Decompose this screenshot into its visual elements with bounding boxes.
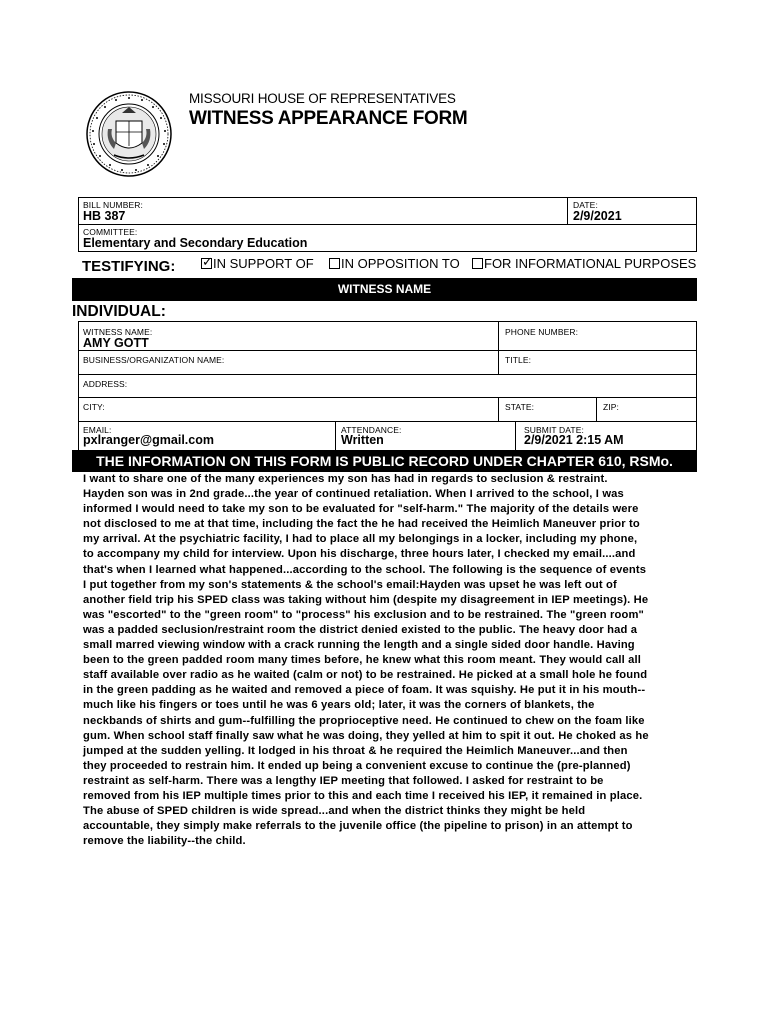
bill-row — [78, 197, 697, 225]
statement-line: they proceeded to restrain him. It ended up being a convenient excuse to continue the (pre-planned) — [83, 759, 631, 772]
zip-label: ZIP: — [603, 402, 619, 412]
state-label: STATE: — [505, 402, 535, 412]
opposition-option-label: IN OPPOSITION TO — [341, 256, 460, 271]
support-checkbox[interactable] — [201, 254, 213, 269]
statement-line: not disclosed to me at that time, including the fact the he had received the Heimlich Maneuver prior to — [83, 518, 640, 531]
witness-statement — [83, 472, 693, 849]
statement-line: in the green padding as he waited and removed a piece of foam. It was squishy. He put it in his mouth-- — [83, 684, 646, 697]
support-option-label: IN SUPPORT OF — [213, 256, 314, 271]
statement-line: was "escorted" to the "green room" to "process" his exclusion and to be restrained. The "green room" — [83, 608, 644, 621]
city-label: CITY: — [83, 402, 105, 412]
organization-name: MISSOURI HOUSE OF REPRESENTATIVES — [189, 91, 456, 106]
statement-line: that's when I learned what happened...according to the school. The following is the sequence of events — [83, 563, 647, 576]
statement-line: removed from his IEP multiple times prior to this and each time I received his IEP, it remained in place. — [83, 789, 643, 802]
date-label: DATE: — [573, 200, 598, 210]
committee-row — [78, 224, 697, 252]
witness-name-value: AMY GOTT — [83, 336, 149, 350]
statement-line: staff available over radio as he waited (calm or not) to be restrained. He picked at a small hole he found — [83, 669, 648, 682]
statement-line: remove the liability--the child. — [83, 835, 246, 848]
statement-line: I put together from my son's statements & the school's email:Hayden was upset he was left out of — [83, 578, 617, 591]
state-seal-logo — [86, 91, 172, 177]
statement-line: restraint as self-harm. There was a lengthy IEP meeting that followed. I asked for restraint to be — [83, 774, 604, 787]
form-title: WITNESS APPEARANCE FORM — [189, 108, 468, 129]
submit-date-value: 2/9/2021 2:15 AM — [524, 433, 624, 447]
business-name-label: BUSINESS/ORGANIZATION NAME: — [83, 355, 225, 365]
email-value: pxlranger@gmail.com — [83, 433, 214, 447]
phone-number-label: PHONE NUMBER: — [505, 327, 579, 337]
statement-line: was a padded seclusion/restraint room the district denied existed to the public. The heavy door had a — [83, 623, 638, 636]
statement-line: informed I would need to take my son to be evaluated for "self-harm." The majority of the details were — [83, 503, 639, 516]
statement-line: I want to share one of the many experiences my son has had in regards to seclusion & restraint. — [83, 473, 608, 485]
committee-value: Elementary and Secondary Education — [83, 236, 308, 250]
statement-line: neckbands of shirts and gum--fulfilling the proprioceptive need. He continued to chew on the foam like — [83, 714, 645, 727]
statement-line: The abuse of SPED children is wide spread...and when the district thinks they might be held — [83, 805, 586, 818]
email-label: EMAIL: — [83, 425, 112, 435]
checkmark-icon: ✓ — [202, 254, 213, 269]
statement-line: Hayden son was in 2nd grade...the year of continued retaliation. When I arrived to the school, I was — [83, 488, 624, 501]
statement-line: my arrival. At the psychiatric facility, I had to place all my belongings in a locker, including my phone, — [83, 533, 638, 546]
statement-line: another field trip his SPED class was taking without him (despite my disagreement in IEP meetings). He — [83, 593, 649, 606]
witness-name-label: WITNESS NAME: — [83, 327, 153, 337]
statement-line: small marred viewing window with a crack running the length and a single sided door handle. Having — [83, 639, 635, 652]
witness-name-bar: WITNESS NAME — [72, 278, 697, 301]
individual-heading: INDIVIDUAL: — [72, 303, 166, 320]
attendance-label: ATTENDANCE: — [341, 425, 402, 435]
statement-line: jumped at the sudden yelling. It lodged in his throat & he required the Heimlich Maneuver...and then — [83, 744, 628, 757]
statement-line: been to the green padded room many times before, he knew what this room meant. They would call all — [83, 654, 642, 667]
committee-label: COMMITTEE: — [83, 227, 138, 237]
testifying-row — [78, 252, 697, 278]
informational-option-label: FOR INFORMATIONAL PURPOSES — [484, 256, 697, 271]
submit-date-label: SUBMIT DATE: — [524, 425, 584, 435]
date-value: 2/9/2021 — [573, 209, 622, 223]
bill-number-value: HB 387 — [83, 209, 126, 223]
witness-fields — [78, 321, 697, 451]
statement-line: gum. When school staff finally saw what he was doing, they yelled at him to spit it out. He choked as he — [83, 729, 649, 742]
attendance-value: Written — [341, 433, 384, 447]
opposition-checkbox[interactable] — [329, 258, 340, 269]
public-record-bar: THE INFORMATION ON THIS FORM IS PUBLIC RECORD UNDER CHAPTER 610, RSMo. — [72, 450, 697, 472]
testifying-label: TESTIFYING: — [82, 258, 176, 275]
address-label: ADDRESS: — [83, 379, 128, 389]
bill-number-label: BILL NUMBER: — [83, 200, 143, 210]
statement-line: accountable, they simply make referrals to the juvenile office (the pipeline to prison) in an attempt to — [83, 820, 633, 833]
statement-line: to accompany my child for interview. Upon his discharge, three hours later, I checked my email....and — [83, 548, 636, 561]
statement-line: much like his fingers or toes until he was 6 years old; later, it was the corners of blankets, the — [83, 699, 595, 712]
informational-checkbox[interactable] — [472, 258, 483, 269]
title-label: TITLE: — [505, 355, 532, 365]
